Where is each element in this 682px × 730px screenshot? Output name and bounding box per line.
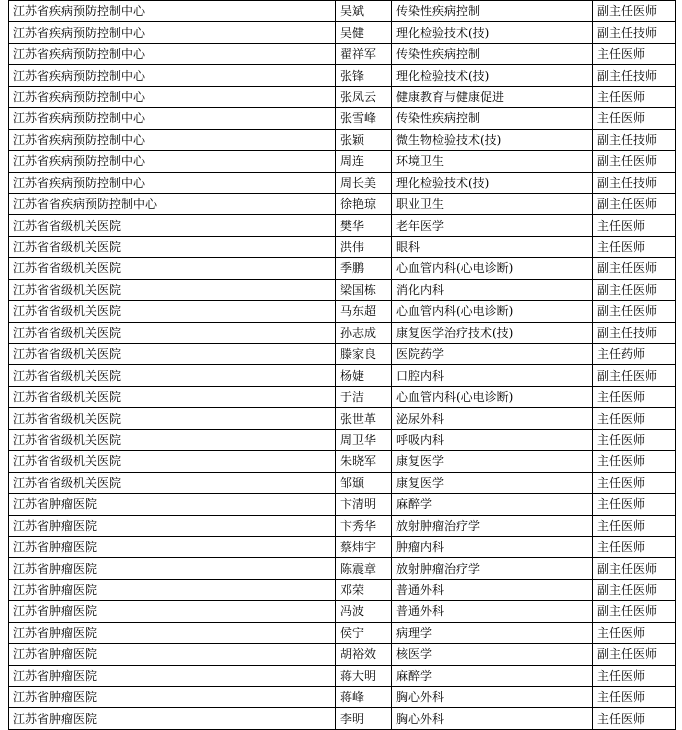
table-row	[9, 108, 676, 129]
name-cell: 胡裕效	[336, 644, 392, 665]
title-cell: 主任医师	[593, 665, 676, 686]
title-cell: 副主任技师	[593, 22, 676, 43]
title-cell: 副主任医师	[593, 644, 676, 665]
unit-cell: 江苏省疾病预防控制中心	[9, 86, 336, 107]
personnel-table-body	[9, 1, 676, 730]
personnel-table	[8, 0, 676, 730]
title-cell: 主任医师	[593, 472, 676, 493]
table-row	[9, 429, 676, 450]
name-cell: 马东超	[336, 301, 392, 322]
unit-cell: 江苏省肿瘤医院	[9, 579, 336, 600]
specialty-cell: 胸心外科	[392, 708, 593, 729]
unit-cell: 江苏省省级机关医院	[9, 408, 336, 429]
unit-cell: 江苏省疾病预防控制中心	[9, 22, 336, 43]
name-cell: 周卫华	[336, 429, 392, 450]
name-cell: 张世革	[336, 408, 392, 429]
name-cell: 李明	[336, 708, 392, 729]
unit-cell: 江苏省省级机关医院	[9, 279, 336, 300]
title-cell: 副主任医师	[593, 193, 676, 214]
unit-cell: 江苏省省级机关医院	[9, 322, 336, 343]
name-cell: 张颖	[336, 129, 392, 150]
table-row	[9, 258, 676, 279]
specialty-cell: 普通外科	[392, 601, 593, 622]
title-cell: 主任医师	[593, 43, 676, 64]
title-cell: 主任医师	[593, 429, 676, 450]
specialty-cell: 传染性疾病控制	[392, 43, 593, 64]
table-row	[9, 22, 676, 43]
title-cell: 副主任医师	[593, 301, 676, 322]
title-cell: 主任医师	[593, 108, 676, 129]
name-cell: 卞清明	[336, 494, 392, 515]
table-row	[9, 193, 676, 214]
unit-cell: 江苏省省级机关医院	[9, 258, 336, 279]
specialty-cell: 口腔内科	[392, 365, 593, 386]
specialty-cell: 康复医学	[392, 451, 593, 472]
title-cell: 副主任医师	[593, 279, 676, 300]
unit-cell: 江苏省疾病预防控制中心	[9, 108, 336, 129]
unit-cell: 江苏省肿瘤医院	[9, 601, 336, 622]
title-cell: 副主任技师	[593, 65, 676, 86]
unit-cell: 江苏省疾病预防控制中心	[9, 65, 336, 86]
name-cell: 孙志成	[336, 322, 392, 343]
specialty-cell: 传染性疾病控制	[392, 108, 593, 129]
title-cell: 主任医师	[593, 236, 676, 257]
name-cell: 邓荣	[336, 579, 392, 600]
specialty-cell: 老年医学	[392, 215, 593, 236]
table-row	[9, 322, 676, 343]
name-cell: 洪伟	[336, 236, 392, 257]
unit-cell: 江苏省省级机关医院	[9, 344, 336, 365]
title-cell: 主任药师	[593, 344, 676, 365]
specialty-cell: 职业卫生	[392, 193, 593, 214]
title-cell: 主任医师	[593, 622, 676, 643]
unit-cell: 江苏省肿瘤医院	[9, 687, 336, 708]
specialty-cell: 健康教育与健康促进	[392, 86, 593, 107]
unit-cell: 江苏省肿瘤医院	[9, 622, 336, 643]
specialty-cell: 核医学	[392, 644, 593, 665]
name-cell: 冯波	[336, 601, 392, 622]
table-row	[9, 687, 676, 708]
name-cell: 吴健	[336, 22, 392, 43]
table-row	[9, 622, 676, 643]
specialty-cell: 心血管内科(心电诊断)	[392, 386, 593, 407]
table-row	[9, 172, 676, 193]
unit-cell: 江苏省疾病预防控制中心	[9, 43, 336, 64]
table-row	[9, 472, 676, 493]
specialty-cell: 心血管内科(心电诊断)	[392, 301, 593, 322]
title-cell: 主任医师	[593, 687, 676, 708]
specialty-cell: 普通外科	[392, 579, 593, 600]
unit-cell: 江苏省省级机关医院	[9, 451, 336, 472]
unit-cell: 江苏省肿瘤医院	[9, 708, 336, 729]
unit-cell: 江苏省省级机关医院	[9, 429, 336, 450]
table-row	[9, 1, 676, 22]
specialty-cell: 消化内科	[392, 279, 593, 300]
table-row	[9, 151, 676, 172]
specialty-cell: 理化检验技术(技)	[392, 65, 593, 86]
title-cell: 主任医师	[593, 494, 676, 515]
unit-cell: 江苏省肿瘤医院	[9, 536, 336, 557]
name-cell: 周连	[336, 151, 392, 172]
table-row	[9, 558, 676, 579]
title-cell: 副主任技师	[593, 322, 676, 343]
name-cell: 蒋大明	[336, 665, 392, 686]
table-row	[9, 43, 676, 64]
unit-cell: 江苏省疾病预防控制中心	[9, 1, 336, 22]
table-row	[9, 665, 676, 686]
unit-cell: 江苏省省疾病预防控制中心	[9, 193, 336, 214]
table-row	[9, 386, 676, 407]
title-cell: 副主任医师	[593, 1, 676, 22]
specialty-cell: 胸心外科	[392, 687, 593, 708]
name-cell: 邹颋	[336, 472, 392, 493]
table-row	[9, 86, 676, 107]
table-row	[9, 644, 676, 665]
table-row	[9, 408, 676, 429]
specialty-cell: 病理学	[392, 622, 593, 643]
specialty-cell: 理化检验技术(技)	[392, 172, 593, 193]
unit-cell: 江苏省省级机关医院	[9, 236, 336, 257]
table-row	[9, 708, 676, 729]
unit-cell: 江苏省省级机关医院	[9, 215, 336, 236]
table-row	[9, 515, 676, 536]
title-cell: 副主任技师	[593, 129, 676, 150]
title-cell: 副主任医师	[593, 558, 676, 579]
title-cell: 主任医师	[593, 515, 676, 536]
name-cell: 吴斌	[336, 1, 392, 22]
specialty-cell: 麻醉学	[392, 665, 593, 686]
specialty-cell: 微生物检验技术(技)	[392, 129, 593, 150]
table-row	[9, 279, 676, 300]
name-cell: 张凤云	[336, 86, 392, 107]
title-cell: 主任医师	[593, 708, 676, 729]
specialty-cell: 环境卫生	[392, 151, 593, 172]
table-row	[9, 365, 676, 386]
specialty-cell: 康复医学	[392, 472, 593, 493]
specialty-cell: 放射肿瘤治疗学	[392, 558, 593, 579]
unit-cell: 江苏省省级机关医院	[9, 365, 336, 386]
table-row	[9, 601, 676, 622]
specialty-cell: 放射肿瘤治疗学	[392, 515, 593, 536]
title-cell: 主任医师	[593, 536, 676, 557]
unit-cell: 江苏省肿瘤医院	[9, 494, 336, 515]
specialty-cell: 康复医学治疗技术(技)	[392, 322, 593, 343]
unit-cell: 江苏省肿瘤医院	[9, 665, 336, 686]
title-cell: 主任医师	[593, 451, 676, 472]
title-cell: 主任医师	[593, 86, 676, 107]
title-cell: 副主任医师	[593, 258, 676, 279]
title-cell: 副主任医师	[593, 151, 676, 172]
name-cell: 朱晓军	[336, 451, 392, 472]
unit-cell: 江苏省省级机关医院	[9, 472, 336, 493]
name-cell: 滕家良	[336, 344, 392, 365]
title-cell: 副主任技师	[593, 172, 676, 193]
title-cell: 副主任医师	[593, 365, 676, 386]
name-cell: 徐艳琼	[336, 193, 392, 214]
name-cell: 季鹏	[336, 258, 392, 279]
unit-cell: 江苏省疾病预防控制中心	[9, 172, 336, 193]
name-cell: 蔡炜宇	[336, 536, 392, 557]
name-cell: 杨婕	[336, 365, 392, 386]
unit-cell: 江苏省疾病预防控制中心	[9, 151, 336, 172]
table-row	[9, 236, 676, 257]
name-cell: 蒋峰	[336, 687, 392, 708]
name-cell: 卞秀华	[336, 515, 392, 536]
unit-cell: 江苏省省级机关医院	[9, 301, 336, 322]
specialty-cell: 呼吸内科	[392, 429, 593, 450]
name-cell: 张雪峰	[336, 108, 392, 129]
name-cell: 樊华	[336, 215, 392, 236]
table-row	[9, 301, 676, 322]
name-cell: 侯宁	[336, 622, 392, 643]
table-row	[9, 129, 676, 150]
specialty-cell: 麻醉学	[392, 494, 593, 515]
unit-cell: 江苏省省级机关医院	[9, 386, 336, 407]
title-cell: 副主任医师	[593, 601, 676, 622]
specialty-cell: 眼科	[392, 236, 593, 257]
unit-cell: 江苏省肿瘤医院	[9, 644, 336, 665]
title-cell: 主任医师	[593, 215, 676, 236]
table-row	[9, 536, 676, 557]
specialty-cell: 医院药学	[392, 344, 593, 365]
table-row	[9, 579, 676, 600]
name-cell: 周长美	[336, 172, 392, 193]
unit-cell: 江苏省肿瘤医院	[9, 515, 336, 536]
table-row	[9, 494, 676, 515]
unit-cell: 江苏省疾病预防控制中心	[9, 129, 336, 150]
unit-cell: 江苏省肿瘤医院	[9, 558, 336, 579]
title-cell: 主任医师	[593, 408, 676, 429]
specialty-cell: 泌尿外科	[392, 408, 593, 429]
name-cell: 翟祥军	[336, 43, 392, 64]
specialty-cell: 理化检验技术(技)	[392, 22, 593, 43]
name-cell: 梁国栋	[336, 279, 392, 300]
table-row	[9, 451, 676, 472]
name-cell: 陈震章	[336, 558, 392, 579]
title-cell: 主任医师	[593, 386, 676, 407]
title-cell: 副主任医师	[593, 579, 676, 600]
table-row	[9, 65, 676, 86]
name-cell: 于洁	[336, 386, 392, 407]
table-row	[9, 344, 676, 365]
table-row	[9, 215, 676, 236]
name-cell: 张锋	[336, 65, 392, 86]
specialty-cell: 肿瘤内科	[392, 536, 593, 557]
specialty-cell: 心血管内科(心电诊断)	[392, 258, 593, 279]
specialty-cell: 传染性疾病控制	[392, 1, 593, 22]
